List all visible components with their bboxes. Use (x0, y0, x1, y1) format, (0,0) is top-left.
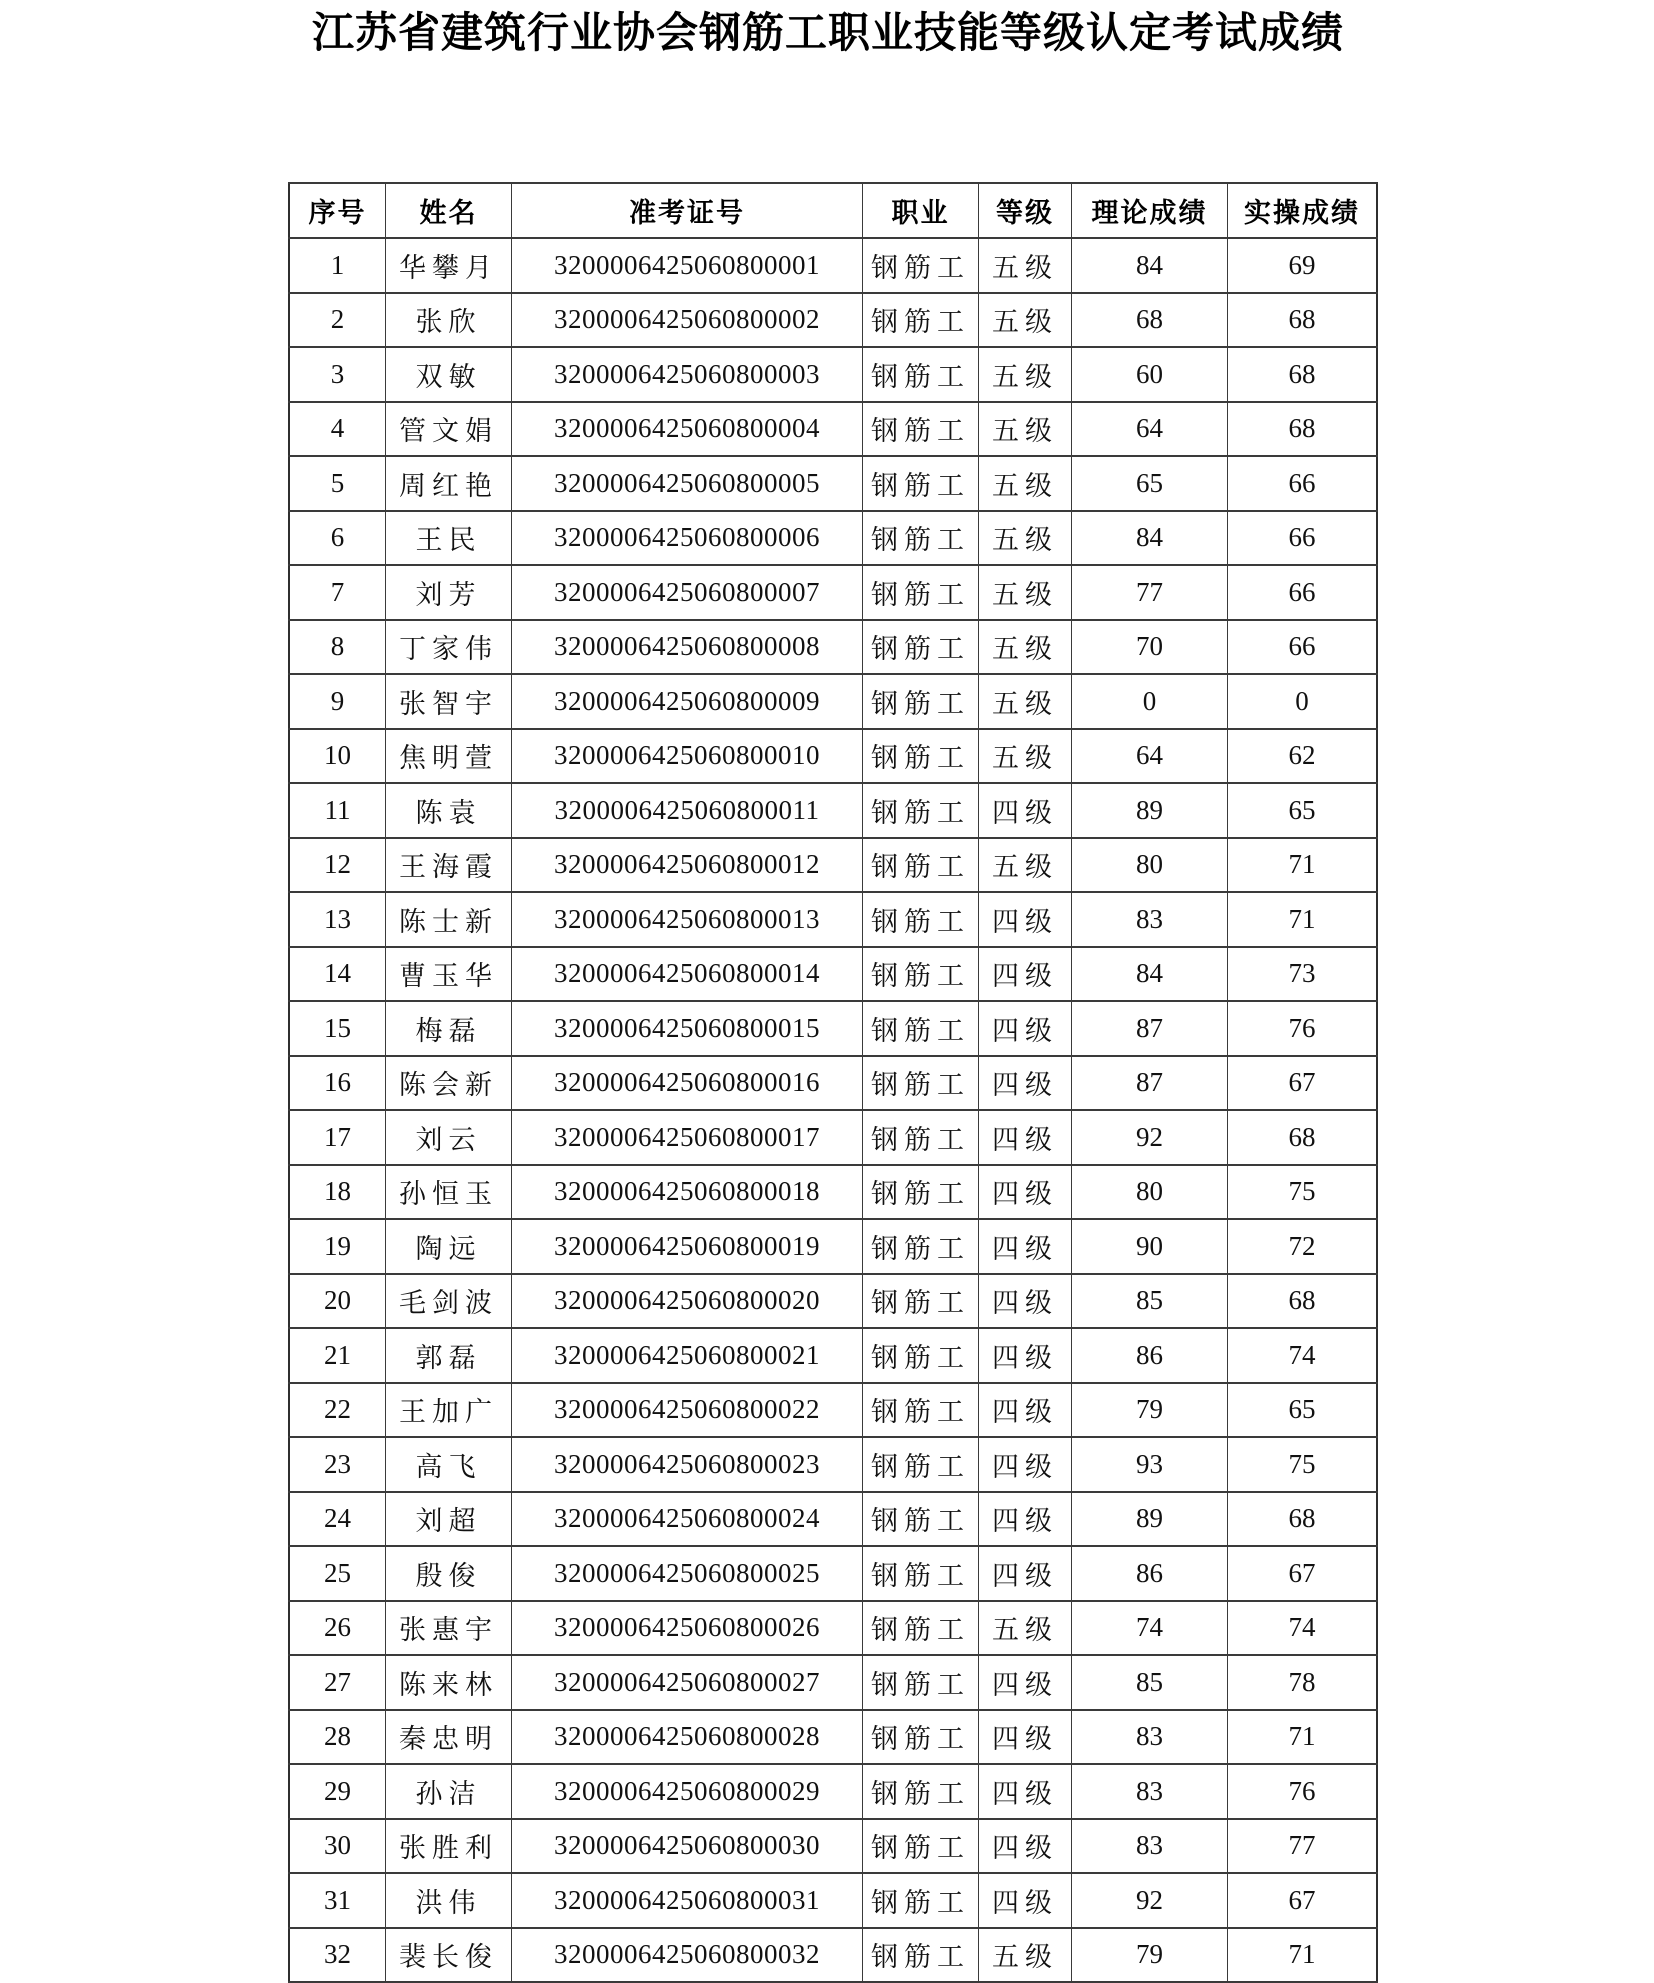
cell-level: 五级 (979, 674, 1072, 729)
cell-level: 五级 (979, 838, 1072, 893)
cell-occupation: 钢筋工 (863, 402, 979, 457)
cell-index: 7 (289, 565, 386, 620)
cell-theory-score: 84 (1072, 238, 1228, 293)
cell-occupation: 钢筋工 (863, 1655, 979, 1710)
cell-index: 12 (289, 838, 386, 893)
cell-name: 刘超 (386, 1492, 512, 1547)
cell-index: 31 (289, 1873, 386, 1928)
cell-occupation: 钢筋工 (863, 674, 979, 729)
cell-ticket-number: 3200006425060800019 (512, 1219, 863, 1274)
cell-practical-score: 75 (1228, 1165, 1378, 1220)
cell-theory-score: 90 (1072, 1219, 1228, 1274)
cell-practical-score: 0 (1228, 674, 1378, 729)
cell-ticket-number: 3200006425060800005 (512, 456, 863, 511)
cell-occupation: 钢筋工 (863, 1819, 979, 1874)
title-band (288, 10, 1368, 58)
cell-name: 孙恒玉 (386, 1165, 512, 1220)
cell-level: 五级 (979, 565, 1072, 620)
table-row (289, 1383, 1377, 1438)
cell-index: 19 (289, 1219, 386, 1274)
table-row (289, 1492, 1377, 1547)
cell-occupation: 钢筋工 (863, 293, 979, 348)
cell-ticket-number: 3200006425060800007 (512, 565, 863, 620)
cell-index: 1 (289, 238, 386, 293)
cell-practical-score: 71 (1228, 1928, 1378, 1983)
cell-theory-score: 93 (1072, 1437, 1228, 1492)
cell-occupation: 钢筋工 (863, 892, 979, 947)
cell-level: 五级 (979, 620, 1072, 675)
cell-ticket-number: 3200006425060800030 (512, 1819, 863, 1874)
cell-theory-score: 86 (1072, 1546, 1228, 1601)
cell-theory-score: 70 (1072, 620, 1228, 675)
cell-index: 3 (289, 347, 386, 402)
cell-level: 五级 (979, 729, 1072, 784)
cell-theory-score: 79 (1072, 1928, 1228, 1983)
cell-ticket-number: 3200006425060800001 (512, 238, 863, 293)
table-row (289, 1710, 1377, 1765)
table-row (289, 1165, 1377, 1220)
cell-index: 13 (289, 892, 386, 947)
cell-index: 32 (289, 1928, 386, 1983)
cell-practical-score: 62 (1228, 729, 1378, 784)
cell-theory-score: 85 (1072, 1274, 1228, 1329)
cell-practical-score: 77 (1228, 1819, 1378, 1874)
table-row (289, 402, 1377, 457)
cell-occupation: 钢筋工 (863, 838, 979, 893)
cell-occupation: 钢筋工 (863, 1110, 979, 1165)
cell-practical-score: 74 (1228, 1601, 1378, 1656)
results-table (288, 182, 1378, 1983)
cell-index: 23 (289, 1437, 386, 1492)
cell-name: 郭磊 (386, 1328, 512, 1383)
cell-level: 四级 (979, 1219, 1072, 1274)
cell-name: 周红艳 (386, 456, 512, 511)
cell-occupation: 钢筋工 (863, 729, 979, 784)
table-row (289, 620, 1377, 675)
cell-level: 四级 (979, 892, 1072, 947)
cell-practical-score: 68 (1228, 1492, 1378, 1547)
cell-ticket-number: 3200006425060800004 (512, 402, 863, 457)
table-row (289, 783, 1377, 838)
cell-theory-score: 77 (1072, 565, 1228, 620)
cell-theory-score: 83 (1072, 1710, 1228, 1765)
cell-name: 秦忠明 (386, 1710, 512, 1765)
cell-theory-score: 83 (1072, 1764, 1228, 1819)
cell-theory-score: 60 (1072, 347, 1228, 402)
cell-occupation: 钢筋工 (863, 1383, 979, 1438)
cell-index: 9 (289, 674, 386, 729)
cell-ticket-number: 3200006425060800002 (512, 293, 863, 348)
cell-index: 2 (289, 293, 386, 348)
cell-practical-score: 71 (1228, 1710, 1378, 1765)
cell-theory-score: 0 (1072, 674, 1228, 729)
cell-name: 刘芳 (386, 565, 512, 620)
table-row (289, 1764, 1377, 1819)
table-body (289, 238, 1377, 1982)
cell-name: 张惠宇 (386, 1601, 512, 1656)
cell-theory-score: 84 (1072, 947, 1228, 1002)
cell-index: 25 (289, 1546, 386, 1601)
cell-theory-score: 64 (1072, 729, 1228, 784)
cell-ticket-number: 3200006425060800022 (512, 1383, 863, 1438)
cell-theory-score: 92 (1072, 1110, 1228, 1165)
cell-theory-score: 83 (1072, 1819, 1228, 1874)
cell-theory-score: 74 (1072, 1601, 1228, 1656)
cell-level: 四级 (979, 1328, 1072, 1383)
cell-name: 高飞 (386, 1437, 512, 1492)
cell-ticket-number: 3200006425060800003 (512, 347, 863, 402)
cell-name: 王加广 (386, 1383, 512, 1438)
cell-ticket-number: 3200006425060800015 (512, 1001, 863, 1056)
cell-level: 四级 (979, 1056, 1072, 1111)
cell-level: 五级 (979, 238, 1072, 293)
cell-theory-score: 79 (1072, 1383, 1228, 1438)
cell-name: 双敏 (386, 347, 512, 402)
table-header (289, 183, 1377, 238)
cell-name: 王海霞 (386, 838, 512, 893)
cell-index: 24 (289, 1492, 386, 1547)
table-row (289, 347, 1377, 402)
cell-index: 29 (289, 1764, 386, 1819)
cell-level: 四级 (979, 1764, 1072, 1819)
cell-index: 16 (289, 1056, 386, 1111)
cell-level: 四级 (979, 1492, 1072, 1547)
cell-level: 四级 (979, 1873, 1072, 1928)
cell-occupation: 钢筋工 (863, 565, 979, 620)
cell-name: 孙洁 (386, 1764, 512, 1819)
cell-level: 四级 (979, 1819, 1072, 1874)
column-header-ticket-number: 准考证号 (512, 183, 863, 238)
cell-name: 华攀月 (386, 238, 512, 293)
cell-level: 五级 (979, 293, 1072, 348)
cell-ticket-number: 3200006425060800025 (512, 1546, 863, 1601)
cell-ticket-number: 3200006425060800013 (512, 892, 863, 947)
table-row (289, 238, 1377, 293)
table-row (289, 293, 1377, 348)
cell-occupation: 钢筋工 (863, 1056, 979, 1111)
cell-occupation: 钢筋工 (863, 620, 979, 675)
cell-practical-score: 65 (1228, 1383, 1378, 1438)
table-row (289, 1219, 1377, 1274)
cell-practical-score: 66 (1228, 565, 1378, 620)
cell-theory-score: 65 (1072, 456, 1228, 511)
cell-practical-score: 76 (1228, 1764, 1378, 1819)
cell-level: 五级 (979, 1928, 1072, 1983)
table-row (289, 1928, 1377, 1983)
cell-practical-score: 67 (1228, 1873, 1378, 1928)
cell-name: 毛剑波 (386, 1274, 512, 1329)
table-row (289, 892, 1377, 947)
table-row (289, 1328, 1377, 1383)
cell-ticket-number: 3200006425060800006 (512, 511, 863, 566)
cell-occupation: 钢筋工 (863, 1492, 979, 1547)
cell-occupation: 钢筋工 (863, 347, 979, 402)
cell-ticket-number: 3200006425060800017 (512, 1110, 863, 1165)
cell-index: 8 (289, 620, 386, 675)
cell-occupation: 钢筋工 (863, 1601, 979, 1656)
cell-theory-score: 85 (1072, 1655, 1228, 1710)
cell-occupation: 钢筋工 (863, 1437, 979, 1492)
cell-level: 四级 (979, 947, 1072, 1002)
cell-name: 梅磊 (386, 1001, 512, 1056)
cell-practical-score: 74 (1228, 1328, 1378, 1383)
cell-theory-score: 64 (1072, 402, 1228, 457)
cell-ticket-number: 3200006425060800018 (512, 1165, 863, 1220)
cell-occupation: 钢筋工 (863, 1165, 979, 1220)
cell-occupation: 钢筋工 (863, 783, 979, 838)
cell-index: 14 (289, 947, 386, 1002)
cell-name: 张智宇 (386, 674, 512, 729)
cell-theory-score: 68 (1072, 293, 1228, 348)
table-row (289, 674, 1377, 729)
page-title: 江苏省建筑行业协会钢筋工职业技能等级认定考试成绩 (311, 11, 1344, 57)
cell-level: 四级 (979, 1710, 1072, 1765)
cell-practical-score: 76 (1228, 1001, 1378, 1056)
cell-theory-score: 80 (1072, 838, 1228, 893)
table-row (289, 1437, 1377, 1492)
cell-name: 陈士新 (386, 892, 512, 947)
cell-ticket-number: 3200006425060800011 (512, 783, 863, 838)
cell-ticket-number: 3200006425060800028 (512, 1710, 863, 1765)
cell-level: 四级 (979, 1546, 1072, 1601)
cell-name: 王民 (386, 511, 512, 566)
cell-index: 21 (289, 1328, 386, 1383)
cell-occupation: 钢筋工 (863, 238, 979, 293)
cell-occupation: 钢筋工 (863, 1274, 979, 1329)
cell-index: 26 (289, 1601, 386, 1656)
table-row (289, 1274, 1377, 1329)
cell-level: 四级 (979, 1655, 1072, 1710)
cell-theory-score: 87 (1072, 1001, 1228, 1056)
cell-practical-score: 66 (1228, 511, 1378, 566)
cell-index: 28 (289, 1710, 386, 1765)
cell-occupation: 钢筋工 (863, 1001, 979, 1056)
cell-level: 五级 (979, 456, 1072, 511)
cell-ticket-number: 3200006425060800020 (512, 1274, 863, 1329)
table-row (289, 947, 1377, 1002)
cell-name: 张欣 (386, 293, 512, 348)
table-row (289, 1056, 1377, 1111)
table-row (289, 1601, 1377, 1656)
cell-level: 五级 (979, 347, 1072, 402)
table-row (289, 1819, 1377, 1874)
cell-index: 6 (289, 511, 386, 566)
cell-occupation: 钢筋工 (863, 1328, 979, 1383)
cell-occupation: 钢筋工 (863, 1710, 979, 1765)
cell-theory-score: 84 (1072, 511, 1228, 566)
cell-theory-score: 80 (1072, 1165, 1228, 1220)
column-header-practical-score: 实操成绩 (1228, 183, 1378, 238)
cell-theory-score: 92 (1072, 1873, 1228, 1928)
cell-ticket-number: 3200006425060800024 (512, 1492, 863, 1547)
cell-practical-score: 75 (1228, 1437, 1378, 1492)
cell-level: 五级 (979, 511, 1072, 566)
cell-practical-score: 67 (1228, 1546, 1378, 1601)
cell-practical-score: 68 (1228, 402, 1378, 457)
column-header-index: 序号 (289, 183, 386, 238)
cell-practical-score: 66 (1228, 620, 1378, 675)
cell-ticket-number: 3200006425060800014 (512, 947, 863, 1002)
table-row (289, 456, 1377, 511)
cell-theory-score: 89 (1072, 1492, 1228, 1547)
cell-index: 15 (289, 1001, 386, 1056)
cell-ticket-number: 3200006425060800012 (512, 838, 863, 893)
cell-ticket-number: 3200006425060800032 (512, 1928, 863, 1983)
cell-practical-score: 65 (1228, 783, 1378, 838)
cell-ticket-number: 3200006425060800029 (512, 1764, 863, 1819)
cell-ticket-number: 3200006425060800008 (512, 620, 863, 675)
cell-level: 四级 (979, 783, 1072, 838)
cell-occupation: 钢筋工 (863, 511, 979, 566)
cell-level: 五级 (979, 1601, 1072, 1656)
cell-index: 5 (289, 456, 386, 511)
cell-level: 四级 (979, 1110, 1072, 1165)
cell-name: 殷俊 (386, 1546, 512, 1601)
cell-index: 11 (289, 783, 386, 838)
cell-occupation: 钢筋工 (863, 1873, 979, 1928)
cell-name: 曹玉华 (386, 947, 512, 1002)
cell-level: 四级 (979, 1274, 1072, 1329)
cell-index: 30 (289, 1819, 386, 1874)
cell-level: 四级 (979, 1437, 1072, 1492)
cell-practical-score: 68 (1228, 293, 1378, 348)
cell-practical-score: 68 (1228, 1110, 1378, 1165)
cell-practical-score: 69 (1228, 238, 1378, 293)
cell-level: 四级 (979, 1165, 1072, 1220)
cell-ticket-number: 3200006425060800027 (512, 1655, 863, 1710)
cell-theory-score: 86 (1072, 1328, 1228, 1383)
cell-ticket-number: 3200006425060800031 (512, 1873, 863, 1928)
cell-occupation: 钢筋工 (863, 947, 979, 1002)
cell-ticket-number: 3200006425060800026 (512, 1601, 863, 1656)
table-row (289, 565, 1377, 620)
column-header-occupation: 职业 (863, 183, 979, 238)
cell-name: 裴长俊 (386, 1928, 512, 1983)
cell-theory-score: 83 (1072, 892, 1228, 947)
cell-name: 陈会新 (386, 1056, 512, 1111)
cell-occupation: 钢筋工 (863, 1546, 979, 1601)
column-header-theory-score: 理论成绩 (1072, 183, 1228, 238)
table-row (289, 729, 1377, 784)
cell-name: 陈来林 (386, 1655, 512, 1710)
table-row (289, 1873, 1377, 1928)
cell-practical-score: 73 (1228, 947, 1378, 1002)
cell-index: 17 (289, 1110, 386, 1165)
table-row (289, 1546, 1377, 1601)
table-row (289, 1655, 1377, 1710)
cell-ticket-number: 3200006425060800021 (512, 1328, 863, 1383)
cell-ticket-number: 3200006425060800023 (512, 1437, 863, 1492)
cell-practical-score: 68 (1228, 347, 1378, 402)
table-header-row (289, 183, 1377, 238)
cell-occupation: 钢筋工 (863, 456, 979, 511)
cell-practical-score: 71 (1228, 838, 1378, 893)
cell-practical-score: 67 (1228, 1056, 1378, 1111)
cell-name: 张胜利 (386, 1819, 512, 1874)
cell-name: 焦明萱 (386, 729, 512, 784)
cell-practical-score: 71 (1228, 892, 1378, 947)
cell-practical-score: 78 (1228, 1655, 1378, 1710)
cell-practical-score: 68 (1228, 1274, 1378, 1329)
cell-practical-score: 72 (1228, 1219, 1378, 1274)
cell-theory-score: 89 (1072, 783, 1228, 838)
cell-name: 刘云 (386, 1110, 512, 1165)
cell-level: 五级 (979, 402, 1072, 457)
cell-name: 管文娟 (386, 402, 512, 457)
cell-ticket-number: 3200006425060800009 (512, 674, 863, 729)
cell-index: 18 (289, 1165, 386, 1220)
cell-index: 27 (289, 1655, 386, 1710)
cell-practical-score: 66 (1228, 456, 1378, 511)
cell-level: 四级 (979, 1001, 1072, 1056)
cell-ticket-number: 3200006425060800010 (512, 729, 863, 784)
cell-index: 10 (289, 729, 386, 784)
cell-name: 陈袁 (386, 783, 512, 838)
cell-occupation: 钢筋工 (863, 1928, 979, 1983)
cell-occupation: 钢筋工 (863, 1764, 979, 1819)
table-row (289, 1001, 1377, 1056)
table-row (289, 1110, 1377, 1165)
column-header-level: 等级 (979, 183, 1072, 238)
cell-occupation: 钢筋工 (863, 1219, 979, 1274)
cell-level: 四级 (979, 1383, 1072, 1438)
table-row (289, 838, 1377, 893)
cell-index: 20 (289, 1274, 386, 1329)
cell-ticket-number: 3200006425060800016 (512, 1056, 863, 1111)
cell-name: 洪伟 (386, 1873, 512, 1928)
cell-index: 4 (289, 402, 386, 457)
cell-theory-score: 87 (1072, 1056, 1228, 1111)
column-header-name: 姓名 (386, 183, 512, 238)
cell-name: 陶远 (386, 1219, 512, 1274)
table-row (289, 511, 1377, 566)
cell-name: 丁家伟 (386, 620, 512, 675)
cell-index: 22 (289, 1383, 386, 1438)
